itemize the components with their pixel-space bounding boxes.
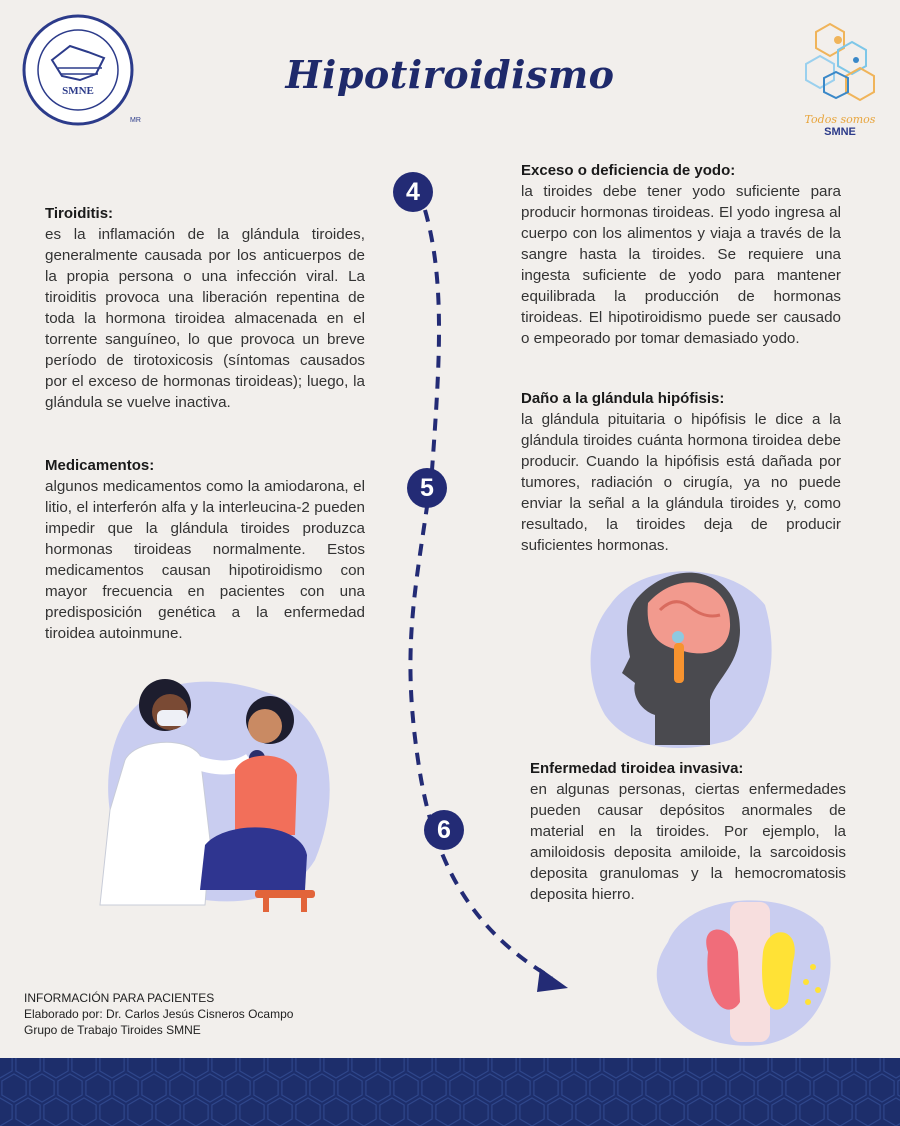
logo-name-text: SMNE xyxy=(824,126,856,138)
hex-pattern-shape xyxy=(800,1098,824,1126)
hex-pattern-shape xyxy=(674,1074,698,1102)
hex-pattern-shape xyxy=(660,1058,684,1078)
hex-pattern-shape xyxy=(310,1074,334,1102)
hex-pattern-shape xyxy=(828,1058,852,1078)
section-hipofisis xyxy=(521,388,841,556)
hex-pattern-shape xyxy=(772,1058,796,1078)
hex-pattern-shape xyxy=(226,1074,250,1102)
hex-pattern-shape xyxy=(646,1074,670,1102)
hex-pattern-shape xyxy=(632,1098,656,1126)
hex-pattern-shape xyxy=(618,1074,642,1102)
section-body: algunos medicamentos como la amiodarona, el litio, el interferón alfa y la interleucina-2 pueden impedir que la glándula tiroides produzca hormonas tiroideas normalmente. Estos medicamentos causan hipotiroidismo con mayor frecuencia en pacientes con una predisposición genética a la enfermedad tiroidea autoinmune. xyxy=(45,478,365,642)
hex-pattern-shape xyxy=(0,1058,12,1078)
hex-pattern-shape xyxy=(380,1058,404,1078)
hex-pattern-shape xyxy=(884,1098,900,1126)
timeline-arrowhead xyxy=(537,968,568,992)
hex-pattern-shape xyxy=(296,1058,320,1078)
hex-pattern-shape xyxy=(870,1074,894,1102)
section-heading: Exceso o deficiencia de yodo: xyxy=(521,162,736,179)
hex-pattern-shape xyxy=(422,1074,446,1102)
hex-pattern-shape xyxy=(688,1058,712,1078)
hex-pattern-shape xyxy=(142,1074,166,1102)
hex-pattern-shape xyxy=(58,1074,82,1102)
step-badge-4: 4 xyxy=(393,172,433,212)
hex-pattern-shape xyxy=(44,1098,68,1126)
hex-pattern-shape xyxy=(408,1098,432,1126)
hex-pattern-shape xyxy=(744,1098,768,1126)
hex-pattern-shape xyxy=(184,1098,208,1126)
logo-script-text: Todos somos xyxy=(804,113,876,126)
hex-pattern-shape xyxy=(212,1058,236,1078)
section-heading: Daño a la glándula hipófisis: xyxy=(521,390,725,407)
hex-pattern-shape xyxy=(730,1074,754,1102)
hex-pattern-shape xyxy=(394,1074,418,1102)
section-tiroiditis xyxy=(45,203,365,413)
hex-pattern-shape xyxy=(492,1058,516,1078)
hex-pattern-shape xyxy=(324,1058,348,1078)
section-body: la glándula pituitaria o hipófisis le dice a la glándula tiroides cuánta hormona tiroidea debe producir. Cuando la hipófisis está dañada por tumores, radiación o cirugía, ya no puede enviar la señal a la glándula tiroides y, como resultado, la tiroides deja de producir suficientes hormonas. xyxy=(521,411,841,554)
hex-pattern-shape xyxy=(268,1058,292,1078)
hex-pattern-shape xyxy=(16,1098,40,1126)
section-heading: Enfermedad tiroidea invasiva: xyxy=(530,760,744,777)
hex-pattern-shape xyxy=(296,1098,320,1126)
section-body: la tiroides debe tener yodo suficiente para producir hormonas tiroideas. El yodo ingresa al cuerpo con los alimentos y viaja a través de la sangre hasta la tiroides. Se requiere una ingesta suficiente de yodo para mantener equilibrada la producción de hormonas tiroideas. El hipotiroidismo puede ser causado o empeorado por tomar demasiado yodo. xyxy=(521,183,841,347)
hex-pattern-shape xyxy=(30,1074,54,1102)
footer-line: Elaborado por: Dr. Carlos Jesús Cisneros Ocampo xyxy=(24,1007,294,1021)
section-heading: Medicamentos: xyxy=(45,457,155,474)
hex-pattern-shape xyxy=(128,1058,152,1078)
hex-pattern-shape xyxy=(758,1074,782,1102)
hex-pattern-shape xyxy=(520,1058,544,1078)
hex-pattern-shape xyxy=(548,1098,572,1126)
section-body: es la inflamación de la glándula tiroides, generalmente causada por los anticuerpos de la propia persona o una infección viral. La tiroiditis provoca una liberación repentina de toda la hormona tiroidea almacenada en el torrente sanguíneo, lo que provoca un breve período de tirotoxicosis (síntomas causados por el exceso de hormonas tiroideas); luego, la glándula se vuelve inactiva. xyxy=(45,226,365,411)
hex-pattern-shape xyxy=(506,1074,530,1102)
svg-text:MR: MR xyxy=(130,117,141,124)
hex-pattern-shape xyxy=(114,1074,138,1102)
section-medicamentos xyxy=(45,455,365,644)
hex-pattern-shape xyxy=(492,1098,516,1126)
hex-pattern-shape xyxy=(352,1098,376,1126)
hex-pattern-shape xyxy=(520,1098,544,1126)
hex-pattern-shape xyxy=(212,1098,236,1126)
hex-pattern-shape xyxy=(716,1058,740,1078)
doctor-patient-illustration xyxy=(85,660,345,915)
hex-pattern-shape xyxy=(450,1074,474,1102)
hex-pattern-shape xyxy=(324,1098,348,1126)
hex-pattern-shape xyxy=(856,1098,880,1126)
hex-pattern-shape xyxy=(436,1098,460,1126)
hex-pattern-shape xyxy=(44,1058,68,1078)
hex-pattern-shape xyxy=(464,1098,488,1126)
footer-credits xyxy=(24,990,293,1038)
hex-pattern-shape xyxy=(534,1074,558,1102)
hex-pattern-shape xyxy=(352,1058,376,1078)
footer-line: Grupo de Trabajo Tiroides SMNE xyxy=(24,1023,201,1037)
hex-pattern-shape xyxy=(884,1058,900,1078)
hex-pattern-shape xyxy=(282,1074,306,1102)
hex-pattern-shape xyxy=(576,1098,600,1126)
hex-pattern-shape xyxy=(464,1058,488,1078)
hex-pattern-shape xyxy=(184,1058,208,1078)
hex-pattern-shape xyxy=(100,1098,124,1126)
hex-pattern-shape xyxy=(604,1098,628,1126)
brain-illustration xyxy=(580,555,780,755)
hex-pattern-shape xyxy=(842,1074,866,1102)
hex-pattern-shape xyxy=(800,1058,824,1078)
footer-line: INFORMACIÓN PARA PACIENTES xyxy=(24,991,215,1005)
hex-pattern-shape xyxy=(772,1098,796,1126)
hex-pattern-shape xyxy=(716,1098,740,1126)
hex-pattern-shape xyxy=(254,1074,278,1102)
hex-pattern-shape xyxy=(156,1098,180,1126)
thyroid-illustration xyxy=(648,882,838,1052)
footer-pattern-band xyxy=(0,1058,900,1126)
hex-pattern-shape xyxy=(268,1098,292,1126)
svg-text:SMNE: SMNE xyxy=(62,85,94,97)
hex-pattern-shape xyxy=(786,1074,810,1102)
hex-pattern-shape xyxy=(380,1098,404,1126)
hex-pattern-shape xyxy=(688,1098,712,1126)
hex-pattern-shape xyxy=(856,1058,880,1078)
hex-pattern-shape xyxy=(548,1058,572,1078)
hex-pattern-shape xyxy=(828,1098,852,1126)
hex-pattern-shape xyxy=(660,1098,684,1126)
hex-pattern-shape xyxy=(16,1058,40,1078)
hex-pattern-shape xyxy=(814,1074,838,1102)
hex-pattern-shape xyxy=(2,1074,26,1102)
hex-pattern-shape xyxy=(436,1058,460,1078)
hex-pattern-shape xyxy=(72,1058,96,1078)
page-title: Hipotiroidismo xyxy=(285,52,615,97)
section-yodo xyxy=(521,160,841,349)
hex-pattern-shape xyxy=(702,1074,726,1102)
hex-pattern-shape xyxy=(576,1058,600,1078)
hex-pattern-shape xyxy=(590,1074,614,1102)
hex-pattern-shape xyxy=(632,1058,656,1078)
hex-pattern-shape xyxy=(366,1074,390,1102)
hex-pattern-shape xyxy=(128,1098,152,1126)
section-body: en algunas personas, ciertas enfermedades pueden causar depósitos anormales de material en la tiroides. Por ejemplo, la amiloidosis deposita amiloide, la sarcoidosis deposita granulomas y la hemocromatosis deposita hierro. xyxy=(530,781,846,903)
hex-pattern-shape xyxy=(478,1074,502,1102)
hex-pattern-shape xyxy=(156,1058,180,1078)
hex-pattern-shape xyxy=(338,1074,362,1102)
hex-pattern-shape xyxy=(72,1098,96,1126)
hex-pattern-shape xyxy=(170,1074,194,1102)
hex-pattern-shape xyxy=(240,1098,264,1126)
section-heading: Tiroiditis: xyxy=(45,205,114,222)
step-badge-5: 5 xyxy=(407,468,447,508)
hex-pattern-shape xyxy=(86,1074,110,1102)
hex-pattern-shape xyxy=(604,1058,628,1078)
step-badge-6: 6 xyxy=(424,810,464,850)
hex-pattern-shape xyxy=(198,1074,222,1102)
hex-pattern-shape xyxy=(744,1058,768,1078)
hex-pattern-shape xyxy=(562,1074,586,1102)
hex-pattern-shape xyxy=(240,1058,264,1078)
hex-pattern-shape xyxy=(408,1058,432,1078)
hex-pattern-shape xyxy=(100,1058,124,1078)
hex-pattern-shape xyxy=(0,1098,12,1126)
